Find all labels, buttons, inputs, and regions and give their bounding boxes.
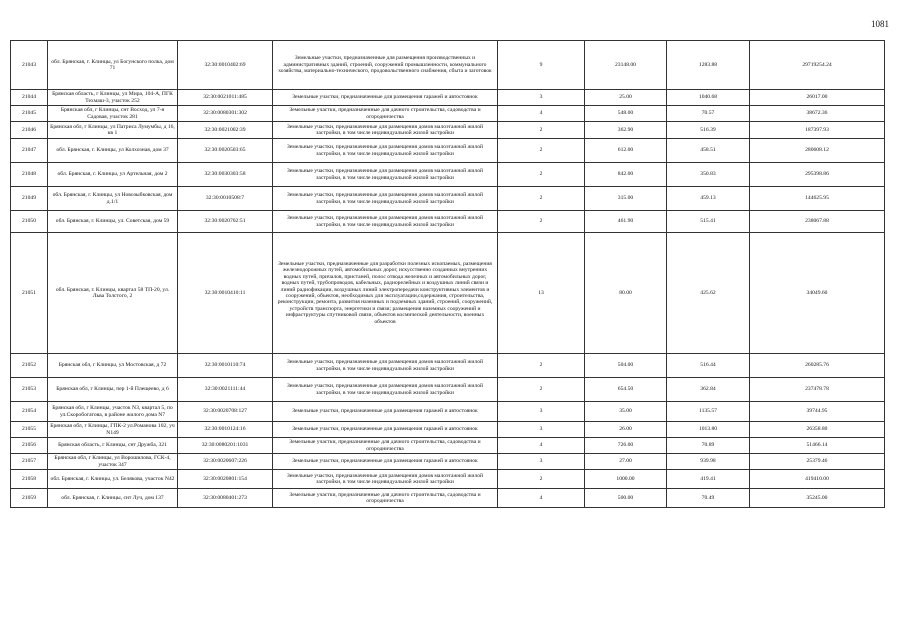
row-id: 21058 [11,470,48,489]
row-rate: 459.13 [667,187,750,211]
row-cadastral-value: 39744.95 [750,402,885,422]
row-use-code: 3 [498,422,585,438]
row-id: 21044 [11,90,48,106]
row-land-use: Земельные участки, предназначенные для разработки полезных ископаемых, размещения железнодорожных путей, автомобильных дорог, искусственно созданных внутренних водных путей, причалов, пристаней, полос отвода железных и автомобильных дорог, водных путей, трубопроводов, кабельных, радиорелейных и воздушных линий связи и линий радиофикации, воздушных линий электропередачи конструктивных элементов и сооружений, объектов, необходимых для эксплуатации,содержания, строительства, реконструкции, ремонта, развития наземных и подземных зданий, строений, сооружений, устройств транспорта, энергетики и связи; размещения наземных сооружений и инфраструктуры спутниковой связи, объектов космической деятельности, военных объектов [273,233,498,354]
row-cadastral-value: 419410.00 [750,470,885,489]
row-use-code: 2 [498,187,585,211]
table-row [11,354,885,378]
row-area: 842.00 [585,163,667,187]
table-row [11,454,885,470]
row-cadastral-value: 237478.78 [750,378,885,402]
row-cadastral-number: 32:30:0010410:11 [178,233,273,354]
row-use-code: 4 [498,438,585,454]
row-id: 21047 [11,139,48,163]
row-rate: 1283.88 [667,41,750,90]
row-cadastral-number: 32:30:0010110:74 [178,354,273,378]
row-id: 21048 [11,163,48,187]
row-cadastral-number: 32:30:0010508:7 [178,187,273,211]
table-row [11,41,885,90]
row-area: 1000.00 [585,470,667,489]
row-cadastral-value: 35245.00 [750,489,885,508]
row-area: 35.00 [585,402,667,422]
row-address: обл. Брянская, г. Клинцы, ул. Белякова, участок N42 [48,470,178,489]
row-cadastral-value: 25379.46 [750,454,885,470]
row-cadastral-number: 32:30:0021111:44 [178,378,273,402]
row-cadastral-value: 144625.95 [750,187,885,211]
row-cadastral-value: 238067.88 [750,211,885,233]
row-cadastral-value: 34049.60 [750,233,885,354]
row-cadastral-number: 32:30:0020801:154 [178,470,273,489]
row-land-use: Земельные участки, предназначенные для размещения домов малоэтажной жилой застройки, в том числе индивидуальной жилой застройки [273,211,498,233]
row-area: 25.00 [585,90,667,106]
row-id: 21049 [11,187,48,211]
row-id: 21045 [11,106,48,122]
table-row [11,402,885,422]
table-row [11,187,885,211]
row-land-use: Земельные участки, предназначенные для размещения производственных и административных зданий, строений, сооружений промышленности, коммунального хозяйства, материально-технического, продовольственного снабжения, сбыта и заготовок [273,41,498,90]
row-cadastral-number: 32:30:0080301:302 [178,106,273,122]
row-rate: 419.41 [667,470,750,489]
row-id: 21043 [11,41,48,90]
row-address: обл. Брянская, г. Клинцы, ул Артельная, дом 2 [48,163,178,187]
row-id: 21057 [11,454,48,470]
row-land-use: Земельные участки, предназначенные для размещения домов малоэтажной жилой застройки, в том числе индивидуальной жилой застройки [273,122,498,139]
row-use-code: 2 [498,139,585,163]
page-number: 1081 [871,19,889,29]
cadastral-table [10,40,885,508]
row-area: 612.00 [585,139,667,163]
row-address: Брянская область, г Клинцы, ул Мира, 104-А, ПГК Техмаш-3, участок 252 [48,90,178,106]
row-rate: 1040.68 [667,90,750,106]
row-area: 461.90 [585,211,667,233]
row-cadastral-number: 32:30:0020708:127 [178,402,273,422]
row-rate: 362.84 [667,378,750,402]
row-address: Брянская обл, г Клинцы, ГПК-2 ул.Романова 102, уч N149 [48,422,178,438]
table-row [11,90,885,106]
row-cadastral-number: 32:30:0020503:65 [178,139,273,163]
row-land-use: Земельные участки, предназначенные для размещения гаражей и автостоянок [273,454,498,470]
table-row [11,422,885,438]
row-id: 21059 [11,489,48,508]
row-use-code: 2 [498,163,585,187]
row-cadastral-value: 26017.00 [750,90,885,106]
row-cadastral-number: 32:30:0080401:273 [178,489,273,508]
row-id: 21046 [11,122,48,139]
row-cadastral-value: 29719254.24 [750,41,885,90]
row-cadastral-number: 32:30:0080201:1031 [178,438,273,454]
row-use-code: 2 [498,354,585,378]
row-rate: 1135.57 [667,402,750,422]
row-address: обл. Брянская, г. Клинцы, ул Новозыбковская, дом д.1/1 [48,187,178,211]
row-land-use: Земельные участки, предназначенные для размещения домов малоэтажной жилой застройки, в том числе индивидуальной жилой застройки [273,470,498,489]
table-row [11,139,885,163]
table-row [11,233,885,354]
row-rate: 515.41 [667,211,750,233]
row-rate: 70.49 [667,489,750,508]
table-row [11,470,885,489]
row-cadastral-number: 32:30:0020702:51 [178,211,273,233]
row-use-code: 4 [498,489,585,508]
row-id: 21052 [11,354,48,378]
row-id: 21050 [11,211,48,233]
row-use-code: 4 [498,106,585,122]
row-rate: 350.83 [667,163,750,187]
row-use-code: 2 [498,470,585,489]
row-rate: 1013.80 [667,422,750,438]
row-cadastral-value: 280608.12 [750,139,885,163]
row-land-use: Земельные участки, предназначенные для размещения домов малоэтажной жилой застройки, в том числе индивидуальной жилой застройки [273,139,498,163]
row-land-use: Земельные участки, предназначенные для размещения домов малоэтажной жилой застройки, в том числе индивидуальной жилой застройки [273,378,498,402]
row-address: Брянская обл, г Клинцы, ул Патриса Лумумбы, д 16, кв 1 [48,122,178,139]
row-address: обл. Брянская, г. Клинцы, квартал 58 ТП-20, ул. Льва Толстого, 2 [48,233,178,354]
row-area: 654.50 [585,378,667,402]
row-cadastral-number: 32:30:0021002:39 [178,122,273,139]
row-cadastral-value: 26358.80 [750,422,885,438]
row-id: 21051 [11,233,48,354]
row-use-code: 2 [498,211,585,233]
row-area: 26.00 [585,422,667,438]
row-id: 21054 [11,402,48,422]
row-address: Брянская обл, г Клинцы, снт Восход, ул 7-я Садовая, участок 281 [48,106,178,122]
row-address: Брянская обл, г Клинцы, ул Ворошилова, ГСК-4, участок 347 [48,454,178,470]
row-cadastral-number: 32:30:0010124:16 [178,422,273,438]
row-land-use: Земельные участки, предназначенные для размещения гаражей и автостоянок [273,402,498,422]
row-area: 548.00 [585,106,667,122]
row-use-code: 3 [498,90,585,106]
table-row [11,122,885,139]
row-rate: 425.62 [667,233,750,354]
row-land-use: Земельные участки, предназначенные для размещения домов малоэтажной жилой застройки, в том числе индивидуальной жилой застройки [273,354,498,378]
row-area: 80.00 [585,233,667,354]
row-address: Брянская обл, г Клинцы, участок N3, квартал 5, по ул.Скоробогатова, в районе жилого дома N7 [48,402,178,422]
row-rate: 516.44 [667,354,750,378]
row-land-use: Земельные участки, предназначенные для размещения гаражей и автостоянок [273,422,498,438]
row-land-use: Земельные участки, предназначенные для дачного строительства, садоводства и огородничества [273,489,498,508]
row-use-code: 13 [498,233,585,354]
row-area: 362.90 [585,122,667,139]
row-area: 315.00 [585,187,667,211]
row-use-code: 2 [498,122,585,139]
row-rate: 458.51 [667,139,750,163]
row-address: обл. Брянская, г. Клинцы, ул Богунского полка, дом 71 [48,41,178,90]
row-land-use: Земельные участки, предназначенные для размещения домов малоэтажной жилой застройки, в том числе индивидуальной жилой застройки [273,163,498,187]
row-land-use: Земельные участки, предназначенные для размещения домов малоэтажной жилой застройки, в том числе индивидуальной жилой застройки [273,187,498,211]
row-address: Брянская область, г Клинцы, снт Дружба, 321 [48,438,178,454]
row-cadastral-value: 38672.36 [750,106,885,122]
row-rate: 939.98 [667,454,750,470]
table-row [11,163,885,187]
row-address: обл. Брянская, г. Клинцы, снт Луч, дом 137 [48,489,178,508]
row-land-use: Земельные участки, предназначенные для размещения гаражей и автостоянок [273,90,498,106]
row-use-code: 3 [498,454,585,470]
row-address: Брянская обл, г Клинцы, ул Мостовская, д 72 [48,354,178,378]
table-row [11,438,885,454]
row-id: 21053 [11,378,48,402]
row-rate: 70.89 [667,438,750,454]
row-address: обл. Брянская, г. Клинцы, ул Колхозная, дом 37 [48,139,178,163]
row-land-use: Земельные участки, предназначенные для дачного строительства, садоводства и огородничества [273,438,498,454]
row-cadastral-value: 51466.14 [750,438,885,454]
table-row [11,211,885,233]
row-use-code: 2 [498,378,585,402]
row-id: 21055 [11,422,48,438]
row-id: 21056 [11,438,48,454]
row-use-code: 9 [498,41,585,90]
row-use-code: 3 [498,402,585,422]
row-area: 726.00 [585,438,667,454]
row-rate: 70.57 [667,106,750,122]
table-row [11,378,885,402]
row-area: 23148.00 [585,41,667,90]
row-cadastral-value: 187397.93 [750,122,885,139]
row-area: 504.00 [585,354,667,378]
row-cadastral-number: 32:30:0030303:58 [178,163,273,187]
row-cadastral-number: 32:30:0021011:485 [178,90,273,106]
row-cadastral-number: 32:30:0010402:69 [178,41,273,90]
row-cadastral-number: 32:30:0020607:226 [178,454,273,470]
row-address: обл. Брянская, г. Клинцы, ул. Советская, дом 59 [48,211,178,233]
row-land-use: Земельные участки, предназначенные для дачного строительства, садоводства и огородничества [273,106,498,122]
row-cadastral-value: 260285.76 [750,354,885,378]
table-row [11,489,885,508]
table-row [11,106,885,122]
row-address: Брянская обл, г Клинцы, пер 1-й Плещеево, д 6 [48,378,178,402]
row-area: 500.00 [585,489,667,508]
row-cadastral-value: 295398.86 [750,163,885,187]
row-rate: 516.39 [667,122,750,139]
row-area: 27.00 [585,454,667,470]
